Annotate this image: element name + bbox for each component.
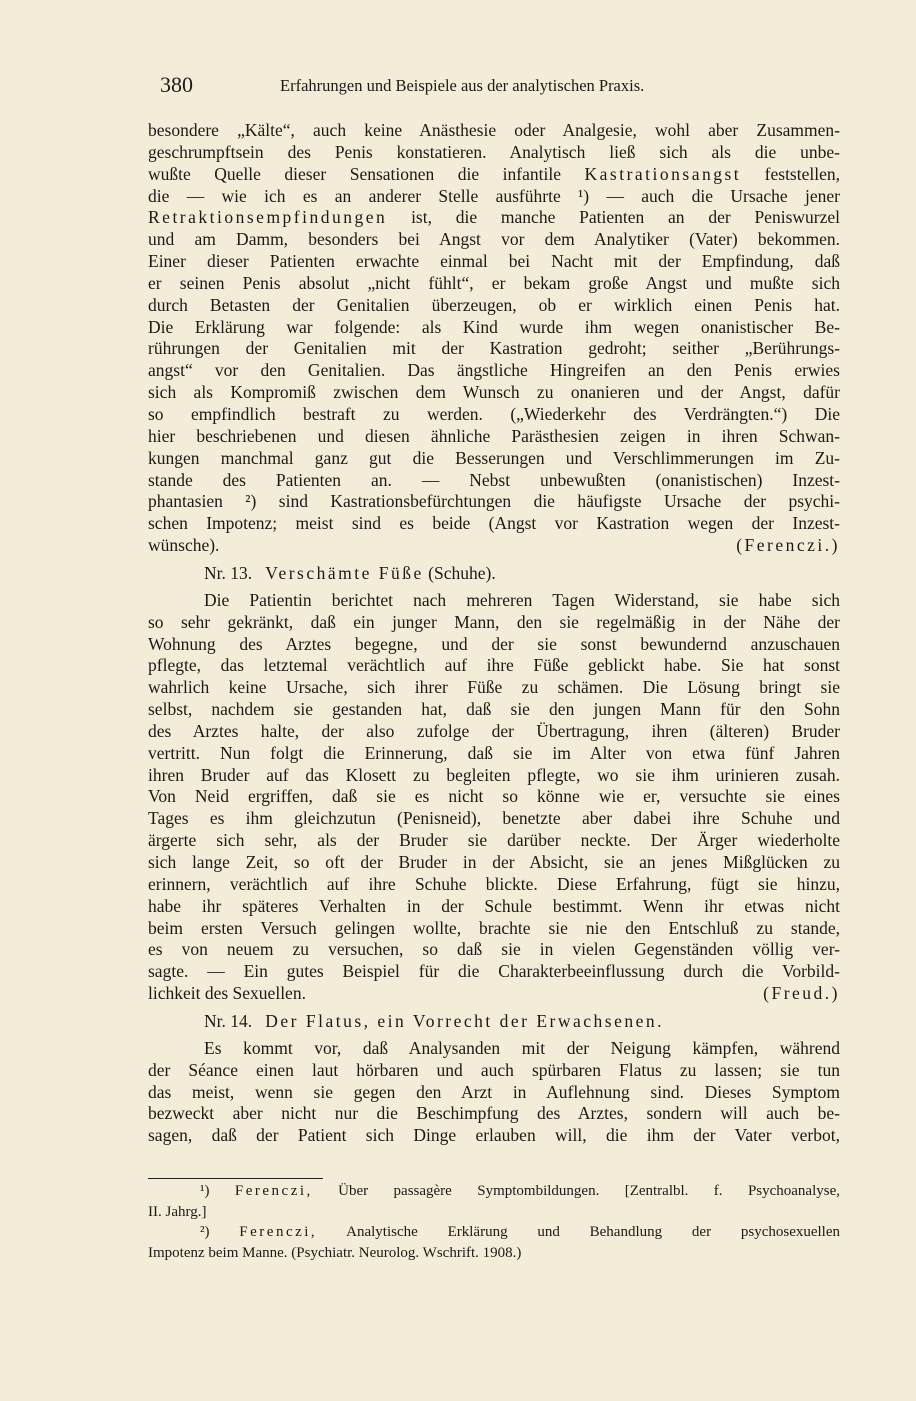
footnote-divider [148, 1178, 323, 1179]
text-line: so empfindlich bestraft zu werden. („Wiederkehr des Verdrängten.“) Die [148, 403, 840, 424]
text-line: rührungen der Genitalien mit der Kastration gedroht; seither „Berührungs- [148, 338, 840, 359]
text-line: vertritt. Nun folgt die Erinnerung, daß sie im Alter von etwa fünf Jahren [148, 742, 840, 763]
footnote-2-continuation: Impotenz beim Manne. (Psychiatr. Neurolog. Wschrift. 1908.) [148, 1244, 522, 1261]
text-line: erinnern, verächtlich auf ihre Schuhe blickte. Diese Erfahrung, fügt sie hinzu, [148, 873, 840, 894]
page-number: 380 [160, 72, 193, 97]
footnote-1: ¹) Ferenczi, Über passagère Symptombildungen. [Zentralbl. f. Psychoanalyse, [200, 1183, 841, 1199]
text-line: hier beschriebenen und diesen ähnliche Parästhesien zeigen in ihren Schwan- [148, 425, 840, 446]
text-line: Die Patientin berichtet nach mehreren Tagen Widerstand, sie habe sich [204, 589, 840, 610]
text-line: geschrumpftsein des Penis konstatieren. Analytisch ließ sich als die unbe- [148, 141, 840, 162]
text-line: Von Neid ergriffen, daß sie es nicht so könne wie er, versuchte sie eines [148, 786, 840, 807]
footnote-2: ²) Ferenczi, Analytische Erklärung und Behandlung der psychosexuellen [200, 1224, 841, 1240]
text-line: wahrlich keine Ursache, sich ihrer Füße zu schämen. Die Lösung bringt sie [148, 677, 840, 698]
main-text [148, 120, 840, 1147]
text-line: Die Erklärung war folgende: als Kind wurde ihm wegen onanistischer Be- [148, 316, 840, 337]
emphasis-spaced: Kastrationsangst [584, 163, 742, 184]
text-line: sagen, daß der Patient sich Dinge erlauben will, die ihm der Vater verbot, [148, 1125, 840, 1146]
text-line: es von neuem zu versuchen, so daß sie in vielen Gegenständen völlig ver- [148, 939, 840, 960]
text-line: habe ihr späteres Verhalten in der Schule bestimmt. Wenn ihr etwas nicht [148, 895, 840, 916]
text-line: pflegte, das letztemal verächtlich auf ihre Füße geblickt habe. Sie hat sonst [148, 655, 840, 676]
text-line: kungen manchmal ganz gut die Besserungen und Verschlimmerungen im Zu- [148, 447, 840, 468]
text-line: sich als Kompromiß zwischen dem Wunsch zu onanieren und der Angst, dafür [148, 382, 840, 403]
footnote-1-continuation: II. Jahrg.] [148, 1203, 207, 1220]
text-line: schen Impotenz; meist sind es beide (Angst vor Kastration wegen der Inzest- [148, 513, 840, 534]
text-line: sagte. — Ein gutes Beispiel für die Charakterbeeinflussung durch die Vorbild- [148, 961, 840, 982]
emphasis-spaced: Retraktionsempfindungen [148, 207, 388, 228]
text-line: wußte Quelle dieser Sensationen die infantile Kastrationsangst feststellen, [148, 163, 840, 184]
text-line: des Arztes halte, der also zufolge der Übertragung, ihren (älteren) Bruder [148, 720, 840, 741]
text-line: der Séance einen laut hörbaren und auch spürbaren Flatus zu lassen; sie tun [148, 1059, 840, 1080]
section-title: Der Flatus, ein Vorrecht der Erwachsenen. [265, 1010, 665, 1031]
text-line: bezweckt aber nicht nur die Beschimpfung des Arztes, sondern will auch be- [148, 1103, 840, 1124]
text-line: das meist, wenn sie gegen den Arzt in Auflehnung sind. Dieses Symptom [148, 1081, 840, 1102]
text-line: durch Betasten der Genitalien überzeugen, ob er wirklich einen Penis hat. [148, 294, 840, 315]
text-line: beim ersten Versuch gelingen wollte, brachte sie nie den Entschluß zu stande, [148, 917, 840, 938]
text-line: wünsche). (Ferenczi.) [148, 535, 840, 556]
text-line: Es kommt vor, daß Analysanden mit der Neigung kämpfen, während [204, 1037, 840, 1058]
text-line: so sehr gekränkt, daß ein junger Mann, den sie regelmäßig in der Nähe der [148, 611, 840, 632]
text-line: Einer dieser Patienten erwachte einmal bei Nacht mit der Empfindung, daß [148, 251, 840, 272]
text-line: selbst, nachdem sie gestanden hat, daß sie den jungen Mann für den Sohn [148, 699, 840, 720]
section-number: Nr. 13. [204, 562, 253, 583]
text-line: besondere „Kälte“, auch keine Anästhesie oder Analgesie, wohl aber Zusammen- [148, 120, 840, 140]
author-signature: (Ferenczi.) [736, 535, 840, 556]
text-line: Retraktionsempfindungen ist, die manche Patienten an der Peniswurzel [148, 207, 840, 228]
text-line: stande des Patienten an. — Nebst unbewußten (onanistischen) Inzest- [148, 469, 840, 490]
text-line: und am Damm, besonders bei Angst vor dem Analytiker (Vater) bekommen. [148, 229, 840, 250]
section-subtitle: (Schuhe). [428, 562, 496, 583]
text-line: Tages es ihm gleichzutun (Penisneid), benetzte aber dabei ihre Schuhe und [148, 808, 840, 829]
section-title: Verschämte Füße [265, 562, 424, 583]
text-line: sich lange Zeit, so oft der Bruder in der Absicht, sie an jenes Mißglücken zu [148, 852, 840, 872]
text-line: er seinen Penis absolut „nicht fühlt“, er bekam große Angst und mußte sich [148, 272, 840, 293]
text-line: Wohnung des Arztes begegne, und der sie sonst bewundernd anzuschauen [148, 633, 840, 654]
section-heading-14 [148, 1005, 840, 1038]
text-line: ärgerte sich sehr, als der Bruder sie darüber neckte. Der Ärger wiederholte [148, 830, 840, 851]
running-title: Erfahrungen und Beispiele aus der analytischen Praxis. [280, 76, 645, 95]
text-line: lichkeit des Sexuellen. (Freud.) [148, 983, 840, 1004]
section-number: Nr. 14. [204, 1010, 253, 1031]
text-line: phantasien ²) sind Kastrationsbefürchtungen die häufigste Ursache der psychi- [148, 491, 840, 512]
author-signature: (Freud.) [763, 983, 840, 1004]
text-line: ihren Bruder auf das Klosett zu begleiten pflegte, wo sie ihm urinieren zusah. [148, 764, 840, 785]
text-line: angst“ vor den Genitalien. Das ängstliche Hingreifen an den Penis erwies [148, 360, 840, 381]
page-header [160, 72, 860, 100]
text-line: die — wie ich es an anderer Stelle ausführte ¹) — auch die Ursache jener [148, 185, 840, 206]
section-heading-13 [148, 557, 840, 590]
footnotes [148, 1181, 840, 1263]
